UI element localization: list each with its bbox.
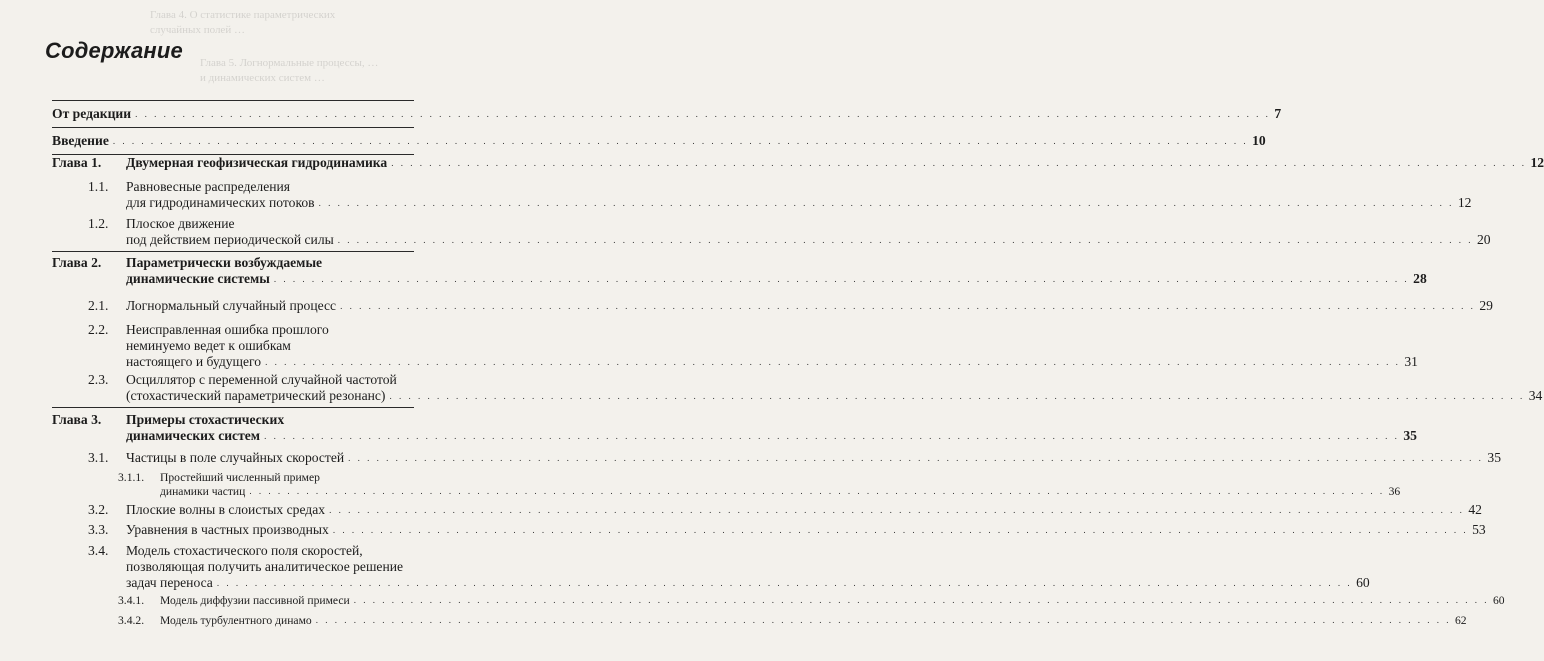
top-rule [52, 100, 414, 101]
toc-entry-title: динамические системы [126, 271, 270, 286]
toc-page-number: 12 [1457, 195, 1472, 210]
toc-page-number: 12 [1530, 155, 1544, 170]
toc-entry-number: 3.3. [88, 522, 109, 537]
leader-dots: . . . . . . . . . . . . . . . . . . . . . . . . . . . . . . . . . . . . . . . . . . . . . . . . . . . . . . . . . . . . . . . . . . . . . . . . . . . . . . . . . . . . . . . . . . . . . . . . . . . . . . . . . . . . . . . . . . . . . . . . [391, 158, 1527, 168]
toc-entry[interactable] [52, 133, 1266, 149]
toc-entry-number: 3.1. [88, 450, 109, 465]
toc-page-number: 36 [1388, 485, 1401, 498]
toc-entry-number: 3.2. [88, 502, 109, 517]
leader-dots: . . . . . . . . . . . . . . . . . . . . . . . . . . . . . . . . . . . . . . . . . . . . . . . . . . . . . . . . . . . . . . . . . . . . . . . . . . . . . . . . . . . . . . . . . . . . . . . . . . . . . . . . . . . . . . . . . . . . . . . . [315, 615, 1451, 625]
toc-entry[interactable] [118, 614, 1467, 628]
leader-dots: . . . . . . . . . . . . . . . . . . . . . . . . . . . . . . . . . . . . . . . . . . . . . . . . . . . . . . . . . . . . . . . . . . . . . . . . . . . . . . . . . . . . . . . . . . . . . . . . . . . . . . . . . . . . . . . . . . . . . . . . [329, 505, 1465, 515]
toc-entry-title: (стохастический параметрический резонанс) [126, 388, 386, 403]
toc-entry-number: Глава 1. [52, 155, 102, 170]
page-title: Содержание [45, 38, 183, 63]
leader-dots: . . . . . . . . . . . . . . . . . . . . . . . . . . . . . . . . . . . . . . . . . . . . . . . . . . . . . . . . . . . . . . . . . . . . . . . . . . . . . . . . . . . . . . . . . . . . . . . . . . . . . . . . . . . . . . . . . . . . . . . . [389, 391, 1525, 401]
toc-entry-title: Простейший численный пример [160, 471, 320, 484]
toc-page-number: 31 [1404, 354, 1418, 369]
toc-entry-title: Равновесные распределения [126, 179, 291, 194]
toc-entry[interactable] [88, 179, 1472, 211]
toc-entry-title: Введение [52, 133, 109, 148]
leader-dots: . . . . . . . . . . . . . . . . . . . . . . . . . . . . . . . . . . . . . . . . . . . . . . . . . . . . . . . . . . . . . . . . . . . . . . . . . . . . . . . . . . . . . . . . . . . . . . . . . . . . . . . . . . . . . . . . . . . . . . . . [135, 109, 1271, 119]
leader-dots: . . . . . . . . . . . . . . . . . . . . . . . . . . . . . . . . . . . . . . . . . . . . . . . . . . . . . . . . . . . . . . . . . . . . . . . . . . . . . . . . . . . . . . . . . . . . . . . . . . . . . . . . . . . . . . . . . . . . . . . . [249, 486, 1385, 496]
toc-entry-title: динамических систем [126, 428, 261, 443]
toc-entry-number: 2.3. [88, 372, 109, 387]
toc-entry-title: Логнормальный случайный процесс [126, 298, 337, 313]
toc-page-number: 34 [1528, 388, 1543, 403]
toc-entry-number: 3.4.2. [118, 614, 145, 627]
toc-entry-number: Глава 3. [52, 412, 102, 427]
toc-page-number: 35 [1403, 428, 1417, 443]
toc-page-number: 60 [1492, 594, 1505, 607]
leader-dots: . . . . . . . . . . . . . . . . . . . . . . . . . . . . . . . . . . . . . . . . . . . . . . . . . . . . . . . . . . . . . . . . . . . . . . . . . . . . . . . . . . . . . . . . . . . . . . . . . . . . . . . . . . . . . . . . . . . . . . . . [264, 431, 1400, 441]
toc-page-number: 7 [1274, 106, 1282, 121]
toc-entry[interactable] [88, 372, 1543, 404]
toc-entry-number: Глава 2. [52, 255, 102, 270]
toc-page-number: 10 [1252, 133, 1266, 148]
toc-entry[interactable] [88, 543, 1370, 591]
toc-entry-title: Неисправленная ошибка прошлого [126, 322, 329, 337]
toc-entry-title: Осциллятор с переменной случайной частотой [126, 372, 397, 387]
toc-entry-number: 3.4.1. [118, 594, 145, 607]
toc-entry-number: 2.2. [88, 322, 109, 337]
bleed-line: Глава 4. О статистике параметрических [150, 9, 336, 21]
section-rule [52, 251, 414, 252]
toc-entry-title: Уравнения в частных производных [126, 522, 329, 537]
leader-dots: . . . . . . . . . . . . . . . . . . . . . . . . . . . . . . . . . . . . . . . . . . . . . . . . . . . . . . . . . . . . . . . . . . . . . . . . . . . . . . . . . . . . . . . . . . . . . . . . . . . . . . . . . . . . . . . . . . . . . . . . [353, 595, 1489, 605]
toc-page-number: 42 [1468, 502, 1482, 517]
toc-entry-title: Модель диффузии пассивной примеси [160, 594, 350, 607]
bleed-line: и динамических систем … [200, 72, 325, 84]
toc-entry[interactable] [88, 522, 1486, 538]
toc-entry-title: динамики частиц [160, 485, 246, 498]
toc-entry-number: 3.4. [88, 543, 109, 558]
toc-entry-title: Плоские волны в слоистых средах [126, 502, 326, 517]
bleed-line: случайных полей … [150, 24, 245, 36]
toc-page-number: 28 [1413, 271, 1427, 286]
toc-page-number: 35 [1487, 450, 1502, 465]
section-rule [52, 127, 414, 128]
toc-entry[interactable] [88, 216, 1491, 248]
toc-entry[interactable] [52, 106, 1282, 122]
toc-entry-title: От редакции [52, 106, 132, 121]
leader-dots: . . . . . . . . . . . . . . . . . . . . . . . . . . . . . . . . . . . . . . . . . . . . . . . . . . . . . . . . . . . . . . . . . . . . . . . . . . . . . . . . . . . . . . . . . . . . . . . . . . . . . . . . . . . . . . . . . . . . . . . . [216, 578, 1353, 588]
toc-entry-title: Параметрически возбуждаемые [126, 255, 323, 270]
toc-entry-title: Плоское движение [126, 216, 235, 231]
toc-entry-title: Частицы в поле случайных скоростей [126, 450, 345, 465]
toc-page-number: 20 [1477, 232, 1491, 247]
toc-entry-title: задач переноса [126, 575, 213, 590]
toc-entry-title: неминуемо ведет к ошибкам [126, 338, 291, 353]
toc-page-number: 29 [1479, 298, 1493, 313]
toc-entry-title: позволяющая получить аналитическое решение [126, 559, 404, 574]
toc-entry-title: под действием периодической силы [126, 232, 334, 247]
leader-dots: . . . . . . . . . . . . . . . . . . . . . . . . . . . . . . . . . . . . . . . . . . . . . . . . . . . . . . . . . . . . . . . . . . . . . . . . . . . . . . . . . . . . . . . . . . . . . . . . . . . . . . . . . . . . . . . . . . . . . . . . [318, 198, 1454, 208]
toc-entry[interactable] [88, 450, 1502, 466]
toc-page-number: 60 [1356, 575, 1370, 590]
toc-entry-title: Примеры стохастических [126, 412, 285, 427]
toc-entry-number: 1.2. [88, 216, 109, 231]
toc-entry[interactable] [52, 412, 1417, 444]
toc-page-number: 62 [1454, 614, 1467, 627]
toc-entry[interactable] [52, 255, 1427, 287]
toc-entry[interactable] [88, 322, 1418, 370]
toc-entry[interactable] [88, 298, 1493, 314]
toc-entry[interactable] [88, 502, 1482, 518]
leader-dots: . . . . . . . . . . . . . . . . . . . . . . . . . . . . . . . . . . . . . . . . . . . . . . . . . . . . . . . . . . . . . . . . . . . . . . . . . . . . . . . . . . . . . . . . . . . . . . . . . . . . . . . . . . . . . . . . . . . . . . . . [112, 136, 1249, 146]
toc-entry[interactable] [52, 155, 1544, 171]
leader-dots: . . . . . . . . . . . . . . . . . . . . . . . . . . . . . . . . . . . . . . . . . . . . . . . . . . . . . . . . . . . . . . . . . . . . . . . . . . . . . . . . . . . . . . . . . . . . . . . . . . . . . . . . . . . . . . . . . . . . . . . . [348, 453, 1484, 463]
leader-dots: . . . . . . . . . . . . . . . . . . . . . . . . . . . . . . . . . . . . . . . . . . . . . . . . . . . . . . . . . . . . . . . . . . . . . . . . . . . . . . . . . . . . . . . . . . . . . . . . . . . . . . . . . . . . . . . . . . . . . . . . [340, 301, 1476, 311]
toc-entry-title: Модель турбулентного динамо [160, 614, 312, 627]
toc-entry[interactable] [118, 594, 1505, 608]
leader-dots: . . . . . . . . . . . . . . . . . . . . . . . . . . . . . . . . . . . . . . . . . . . . . . . . . . . . . . . . . . . . . . . . . . . . . . . . . . . . . . . . . . . . . . . . . . . . . . . . . . . . . . . . . . . . . . . . . . . . . . . . [332, 525, 1469, 535]
leader-dots: . . . . . . . . . . . . . . . . . . . . . . . . . . . . . . . . . . . . . . . . . . . . . . . . . . . . . . . . . . . . . . . . . . . . . . . . . . . . . . . . . . . . . . . . . . . . . . . . . . . . . . . . . . . . . . . . . . . . . . . . [273, 274, 1410, 284]
toc-entry-number: 3.1.1. [118, 471, 145, 484]
section-rule [52, 407, 414, 408]
toc-entry[interactable] [118, 471, 1401, 499]
toc-entry-title: Модель стохастического поля скоростей, [126, 543, 363, 558]
toc-entry-title: для гидродинамических потоков [126, 195, 315, 210]
bleed-line: Глава 5. Логнормальные процессы, … [200, 57, 379, 69]
toc-entry-title: настоящего и будущего [126, 354, 262, 369]
leader-dots: . . . . . . . . . . . . . . . . . . . . . . . . . . . . . . . . . . . . . . . . . . . . . . . . . . . . . . . . . . . . . . . . . . . . . . . . . . . . . . . . . . . . . . . . . . . . . . . . . . . . . . . . . . . . . . . . . . . . . . . . [337, 235, 1473, 245]
toc-entry-number: 2.1. [88, 298, 109, 313]
toc-entry-title: Двумерная геофизическая гидродинамика [126, 155, 388, 170]
leader-dots: . . . . . . . . . . . . . . . . . . . . . . . . . . . . . . . . . . . . . . . . . . . . . . . . . . . . . . . . . . . . . . . . . . . . . . . . . . . . . . . . . . . . . . . . . . . . . . . . . . . . . . . . . . . . . . . . . . . . . . . . [265, 357, 1401, 367]
toc-entry-number: 1.1. [88, 179, 109, 194]
toc-page-number: 53 [1472, 522, 1486, 537]
